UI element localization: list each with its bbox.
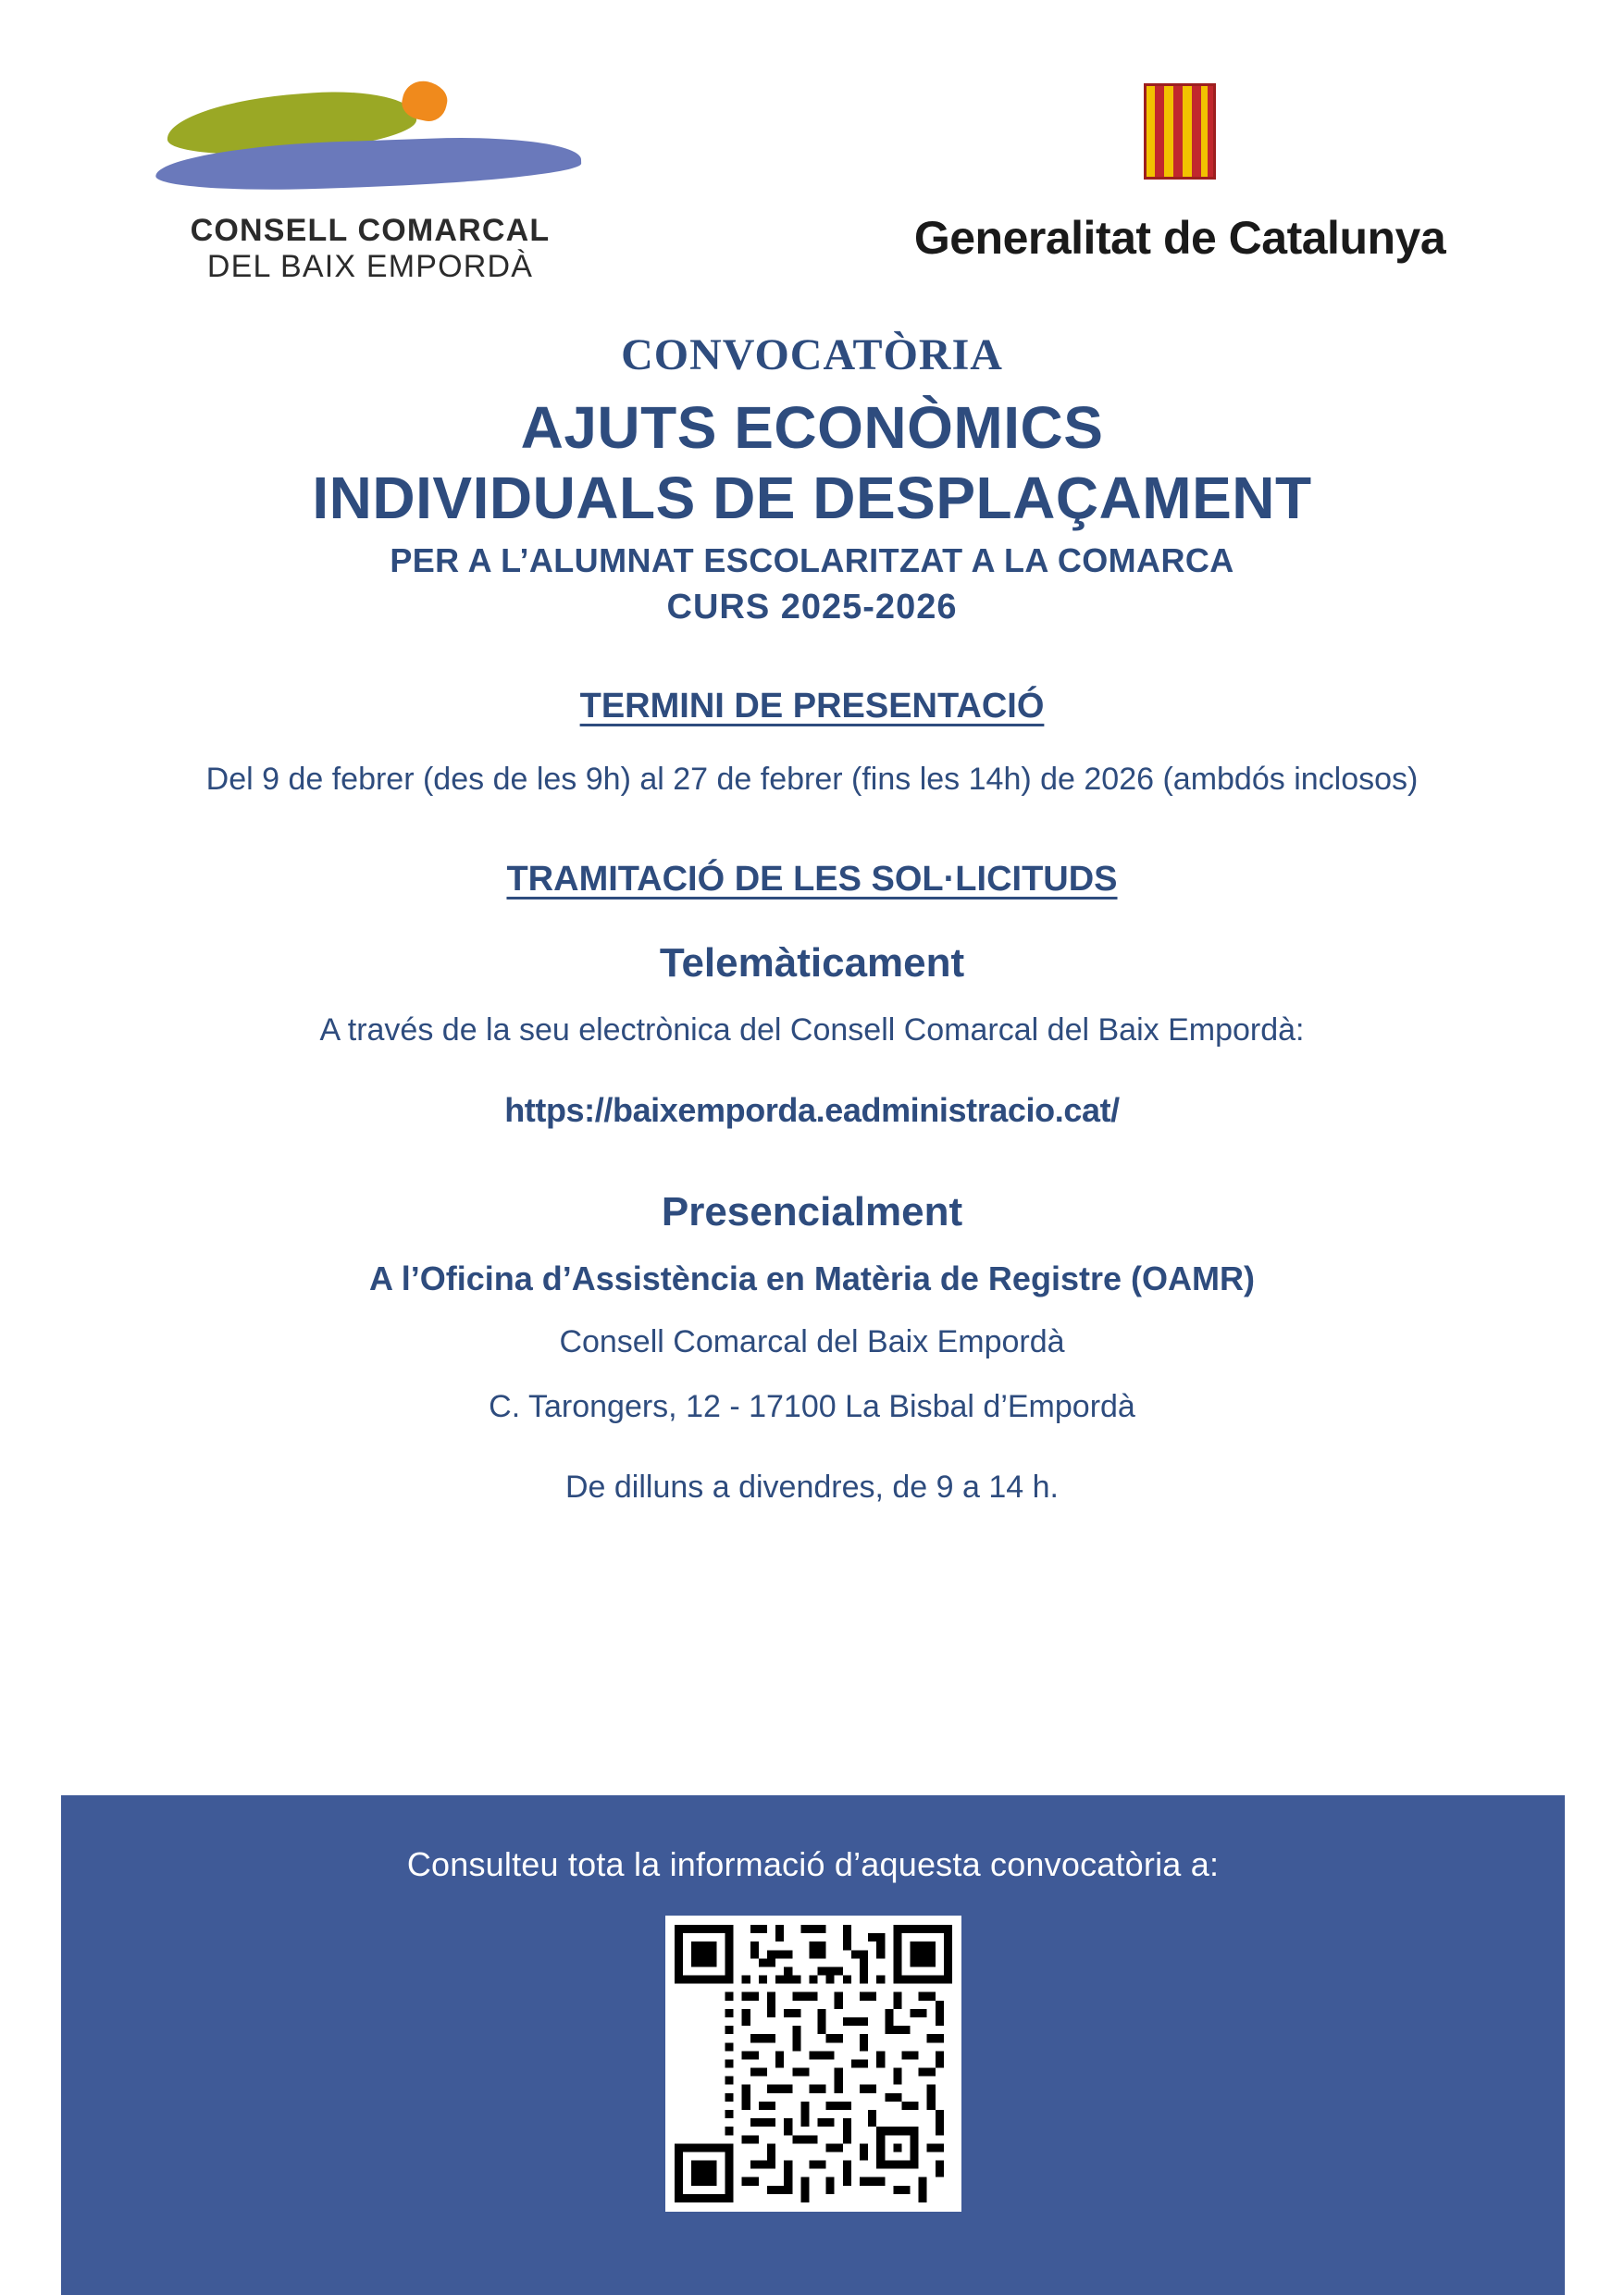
logo-consell-comarcal	[130, 74, 611, 285]
shield-stripe-icon	[1173, 86, 1183, 177]
header	[0, 0, 1624, 285]
online-title: Telemàticament	[659, 939, 965, 986]
deadline-text: Del 9 de febrer (des de les 9h) al 27 de febrer (fins les 14h) de 2026 (ambdós inclosos)	[205, 762, 1419, 798]
shield-stripe-icon	[1208, 86, 1213, 177]
footer-text: Consulteu tota la informació d’aquesta convocatòria a:	[406, 1845, 1220, 1883]
logo-ccbe-line1: CONSELL COMARCAL	[190, 213, 551, 248]
page-title-line1: AJUTS ECONÒMICS	[520, 394, 1104, 462]
oamr-office: A l’Oficina d’Assistència en Matèria de Registre (OAMR)	[369, 1259, 1255, 1298]
shield-stripe-icon	[1192, 86, 1201, 177]
footer-band	[61, 1795, 1565, 2295]
online-description: A través de la seu electrònica del Consell Comarcal del Baix Empordà:	[319, 1011, 1305, 1048]
logo-ccbe-line2: DEL BAIX EMPORDÀ	[206, 249, 534, 285]
consell-comarcal-logo-icon	[139, 74, 601, 213]
catalan-shield-icon	[1144, 83, 1216, 180]
deadline-heading: TERMINI DE PRESENTACIÓ	[579, 687, 1045, 726]
procedure-heading: TRAMITACIÓ DE LES SOL·LICITUDS	[506, 859, 1118, 899]
deadline-section	[0, 687, 1624, 800]
opening-hours: De dilluns a divendres, de 9 a 14 h.	[564, 1470, 1059, 1506]
shield-stripe-icon	[1155, 86, 1164, 177]
kicker-title: CONVOCATÒRIA	[621, 330, 1003, 380]
generalitat-label: Generalitat de Catalunya	[913, 212, 1446, 264]
page-subtitle: PER A L’ALUMNAT ESCOLARITZAT A LA COMARCA	[390, 541, 1234, 580]
qr-code-icon[interactable]	[665, 1916, 961, 2212]
address-line: C. Tarongers, 12 - 17100 La Bisbal d’Empordà	[489, 1388, 1135, 1424]
course-label: CURS 2025-2026	[666, 588, 958, 627]
page-title-line2: INDIVIDUALS DE DESPLAÇAMENT	[312, 465, 1312, 532]
procedure-section	[0, 860, 1624, 1508]
seu-electronica-link[interactable]: https://baixemporda.eadministracio.cat/	[504, 1091, 1120, 1130]
title-block	[0, 329, 1624, 627]
in-person-title: Presencialment	[661, 1189, 963, 1235]
logo-generalitat	[847, 74, 1513, 265]
entity-name: Consell Comarcal del Baix Empordà	[559, 1324, 1065, 1360]
